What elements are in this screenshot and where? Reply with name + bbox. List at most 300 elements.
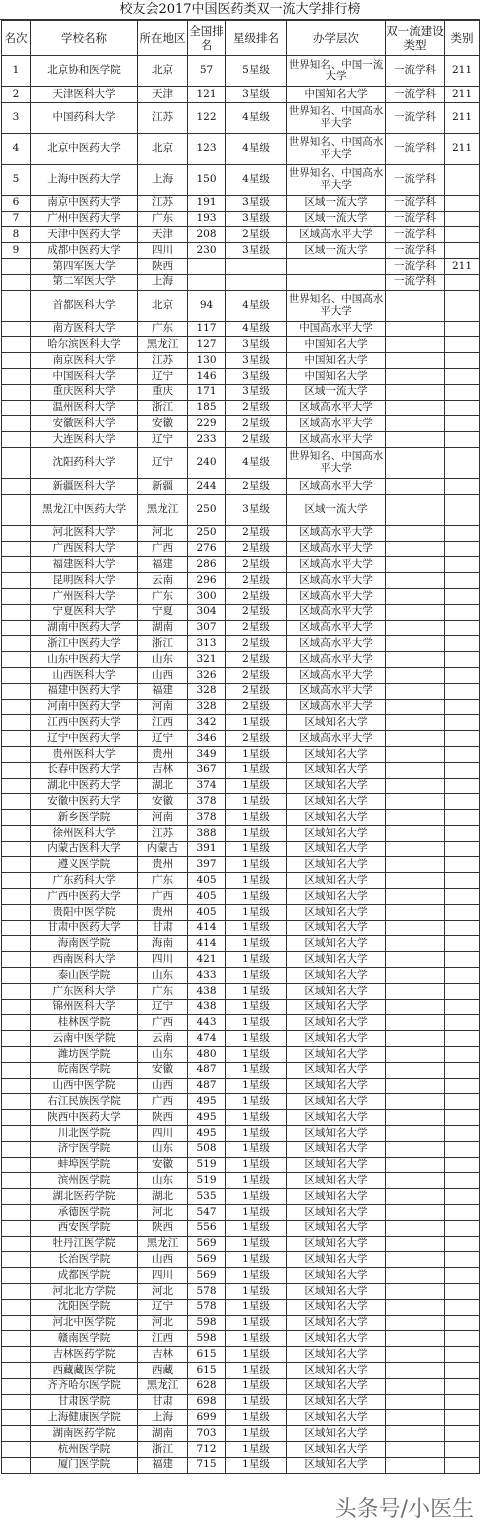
double-first-class-cell [386,1126,445,1142]
rank-cell [2,525,31,541]
school-name-cell: 河北中医学院 [31,1315,138,1331]
star-rank-cell: 4星级 [226,447,287,478]
star-rank-cell: 1星级 [226,936,287,952]
region-cell: 河南 [138,699,188,715]
star-rank-cell: 1星级 [226,1173,287,1189]
category-cell [445,683,480,699]
school-name-cell: 甘肃中医药大学 [31,920,138,936]
star-rank-cell: 1星级 [226,1394,287,1410]
school-name-cell: 黑龙江中医药大学 [31,494,138,525]
region-cell: 辽宁 [138,1299,188,1315]
rank-cell [2,1347,31,1363]
school-level-cell: 区域知名大学 [287,1362,386,1378]
school-level-cell: 区域知名大学 [287,1410,386,1426]
double-first-class-cell [386,1205,445,1221]
school-level-cell: 区域知名大学 [287,746,386,762]
table-row [2,87,480,103]
category-cell [445,652,480,668]
rank-cell [2,447,31,478]
double-first-class-cell [386,432,445,448]
school-name-cell: 浙江中医药大学 [31,636,138,652]
star-rank-cell: 4星级 [226,321,287,337]
rank-cell [2,636,31,652]
national-rank-cell: 438 [188,983,226,999]
school-name-cell: 牡丹江医学院 [31,1236,138,1252]
double-first-class-cell: 一流学科 [386,227,445,243]
school-level-cell: 区域知名大学 [287,1220,386,1236]
school-name-cell: 川北医学院 [31,1126,138,1142]
region-cell: 福建 [138,1457,188,1473]
table-row [2,667,480,683]
category-cell: 211 [445,87,480,103]
rank-cell [2,1315,31,1331]
rank-cell [2,1236,31,1252]
rank-cell [2,557,31,573]
double-first-class-cell [386,1047,445,1063]
rank-cell [2,1094,31,1110]
region-cell: 广西 [138,541,188,557]
region-cell: 湖北 [138,1189,188,1205]
table-row [2,321,480,337]
region-cell: 安徽 [138,794,188,810]
rank-cell [2,731,31,747]
school-name-cell: 陕西中医药大学 [31,1110,138,1126]
category-cell [445,400,480,416]
double-first-class-cell [386,1157,445,1173]
school-name-cell: 桂林医学院 [31,1015,138,1031]
national-rank-cell: 480 [188,1047,226,1063]
rank-cell [2,1378,31,1394]
region-cell: 上海 [138,274,188,290]
rank-cell: 2 [2,87,31,103]
school-level-cell: 区域一流大学 [287,384,386,400]
school-level-cell: 区域知名大学 [287,857,386,873]
school-level-cell: 区域高水平大学 [287,667,386,683]
school-name-cell: 海南医学院 [31,936,138,952]
double-first-class-cell [386,1110,445,1126]
double-first-class-cell [386,384,445,400]
category-cell [445,1031,480,1047]
school-level-cell: 区域高水平大学 [287,557,386,573]
star-rank-cell: 3星级 [226,337,287,353]
star-rank-cell: 1星级 [226,1094,287,1110]
rank-cell [2,1299,31,1315]
region-cell: 安徽 [138,1062,188,1078]
category-cell [445,1126,480,1142]
table-row [2,1062,480,1078]
category-cell [445,557,480,573]
school-name-cell: 吉林医药学院 [31,1347,138,1363]
national-rank-cell: 405 [188,889,226,905]
double-first-class-cell [386,353,445,369]
school-name-cell: 承德医学院 [31,1205,138,1221]
category-cell [445,321,480,337]
double-first-class-cell [386,604,445,620]
region-cell: 广东 [138,321,188,337]
category-cell [445,857,480,873]
national-rank-cell: 556 [188,1220,226,1236]
region-cell: 新疆 [138,478,188,494]
school-level-cell: 区域知名大学 [287,1331,386,1347]
double-first-class-cell: 一流学科 [386,274,445,290]
national-rank-cell: 598 [188,1331,226,1347]
national-rank-cell: 150 [188,164,226,195]
table-row [2,620,480,636]
table-row [2,1426,480,1442]
national-rank-cell: 346 [188,731,226,747]
national-rank-cell: 123 [188,133,226,164]
national-rank-cell: 193 [188,211,226,227]
table-row [2,368,480,384]
national-rank-cell: 191 [188,195,226,211]
double-first-class-cell [386,573,445,589]
star-rank-cell: 2星级 [226,573,287,589]
national-rank-cell: 438 [188,999,226,1015]
region-cell: 湖南 [138,620,188,636]
region-cell: 江苏 [138,195,188,211]
table-row [2,857,480,873]
double-first-class-cell [386,541,445,557]
star-rank-cell: 1星级 [226,1078,287,1094]
national-rank-cell: 121 [188,87,226,103]
star-rank-cell: 3星级 [226,368,287,384]
national-rank-cell: 349 [188,746,226,762]
national-rank-cell: 286 [188,557,226,573]
star-rank-cell: 1星级 [226,1347,287,1363]
category-cell [445,794,480,810]
table-row [2,1284,480,1300]
school-name-cell: 右江民族医学院 [31,1094,138,1110]
rank-cell [2,683,31,699]
school-level-cell: 区域一流大学 [287,195,386,211]
rank-cell: 7 [2,211,31,227]
category-cell [445,573,480,589]
national-rank-cell: 296 [188,573,226,589]
region-cell: 陕西 [138,258,188,274]
double-first-class-cell [386,794,445,810]
national-rank-cell: 405 [188,904,226,920]
double-first-class-cell: 一流学科 [386,164,445,195]
rank-cell [2,873,31,889]
school-level-cell: 区域知名大学 [287,1173,386,1189]
national-rank-cell: 328 [188,683,226,699]
category-cell [445,1410,480,1426]
double-first-class-cell [386,746,445,762]
school-level-cell: 区域高水平大学 [287,416,386,432]
category-cell [445,195,480,211]
table-row [2,588,480,604]
double-first-class-cell [386,1378,445,1394]
school-level-cell: 区域高水平大学 [287,432,386,448]
star-rank-cell: 1星级 [226,857,287,873]
double-first-class-cell [386,620,445,636]
region-cell: 山东 [138,652,188,668]
star-rank-cell: 4星级 [226,164,287,195]
star-rank-cell: 3星级 [226,211,287,227]
school-name-cell: 河北北方学院 [31,1284,138,1300]
category-cell [445,211,480,227]
table-row [2,652,480,668]
rank-cell [2,810,31,826]
star-rank-cell: 2星级 [226,478,287,494]
school-name-cell: 温州医科大学 [31,400,138,416]
national-rank-cell: 342 [188,715,226,731]
school-name-cell: 北京协和医学院 [31,56,138,87]
category-cell [445,904,480,920]
ranking-table [1,20,480,1474]
region-cell: 福建 [138,683,188,699]
rank-cell [2,652,31,668]
double-first-class-cell [386,889,445,905]
category-cell [445,494,480,525]
star-rank-cell: 2星级 [226,525,287,541]
school-level-cell: 世界知名、中国高水平大学 [287,164,386,195]
national-rank-cell: 495 [188,1094,226,1110]
table-row [2,56,480,87]
rank-cell [2,1047,31,1063]
table-row [2,227,480,243]
region-cell: 山东 [138,1173,188,1189]
rank-cell [2,715,31,731]
category-cell [445,1347,480,1363]
school-level-cell: 区域知名大学 [287,1252,386,1268]
school-name-cell: 福建中医药大学 [31,683,138,699]
school-name-cell: 内蒙古医科大学 [31,841,138,857]
double-first-class-cell [386,588,445,604]
star-rank-cell: 1星级 [226,983,287,999]
school-level-cell: 区域知名大学 [287,825,386,841]
category-cell [445,1189,480,1205]
region-cell: 浙江 [138,636,188,652]
double-first-class-cell [386,715,445,731]
table-row [2,746,480,762]
school-name-cell: 齐齐哈尔医学院 [31,1378,138,1394]
rank-cell [2,1284,31,1300]
region-cell: 吉林 [138,762,188,778]
school-name-cell: 湖南中医药大学 [31,620,138,636]
rank-cell [2,1031,31,1047]
rank-cell [2,337,31,353]
header-school-level: 办学层次 [287,21,386,56]
national-rank-cell: 117 [188,321,226,337]
double-first-class-cell: 一流学科 [386,258,445,274]
region-cell: 陕西 [138,1220,188,1236]
category-cell [445,588,480,604]
school-name-cell: 滨州医学院 [31,1173,138,1189]
school-name-cell: 安徽中医药大学 [31,794,138,810]
region-cell: 贵州 [138,746,188,762]
table-row [2,904,480,920]
school-name-cell: 锦州医科大学 [31,999,138,1015]
rank-cell [2,258,31,274]
table-row [2,1015,480,1031]
region-cell: 甘肃 [138,920,188,936]
national-rank-cell: 715 [188,1457,226,1473]
star-rank-cell: 3星级 [226,243,287,259]
region-cell: 陕西 [138,1110,188,1126]
double-first-class-cell [386,1394,445,1410]
category-cell [445,936,480,952]
national-rank-cell: 519 [188,1173,226,1189]
school-level-cell [287,274,386,290]
table-row [2,1047,480,1063]
table-row [2,1078,480,1094]
school-name-cell: 新乡医学院 [31,810,138,826]
double-first-class-cell [386,290,445,321]
header-school-name: 学校名称 [31,21,138,56]
double-first-class-cell [386,762,445,778]
region-cell: 辽宁 [138,447,188,478]
national-rank-cell: 146 [188,368,226,384]
school-name-cell: 新疆医科大学 [31,478,138,494]
table-row [2,1173,480,1189]
national-rank-cell: 443 [188,1015,226,1031]
national-rank-cell: 699 [188,1410,226,1426]
table-row [2,1094,480,1110]
school-level-cell: 区域知名大学 [287,904,386,920]
category-cell [445,525,480,541]
national-rank-cell: 307 [188,620,226,636]
rank-cell [2,762,31,778]
national-rank-cell: 374 [188,778,226,794]
school-level-cell: 区域知名大学 [287,1078,386,1094]
school-name-cell: 重庆医科大学 [31,384,138,400]
region-cell: 上海 [138,164,188,195]
star-rank-cell: 1星级 [226,1189,287,1205]
table-row [2,1031,480,1047]
table-row [2,794,480,810]
rank-cell: 4 [2,133,31,164]
rank-cell [2,573,31,589]
national-rank-cell: 703 [188,1426,226,1442]
school-level-cell: 区域高水平大学 [287,573,386,589]
school-level-cell: 区域高水平大学 [287,699,386,715]
table-row [2,1315,480,1331]
double-first-class-cell [386,936,445,952]
header-row [2,21,480,56]
category-cell [445,1220,480,1236]
table-row [2,195,480,211]
region-cell: 黑龙江 [138,337,188,353]
table-row [2,1410,480,1426]
double-first-class-cell [386,1299,445,1315]
school-level-cell: 中国知名大学 [287,87,386,103]
national-rank-cell: 397 [188,857,226,873]
star-rank-cell: 3星级 [226,195,287,211]
school-level-cell: 区域高水平大学 [287,636,386,652]
national-rank-cell: 628 [188,1378,226,1394]
rank-cell [2,825,31,841]
star-rank-cell: 1星级 [226,1441,287,1457]
school-level-cell: 区域知名大学 [287,920,386,936]
rank-cell [2,1268,31,1284]
region-cell: 辽宁 [138,368,188,384]
school-name-cell: 湖南医药学院 [31,1426,138,1442]
school-name-cell: 甘肃医学院 [31,1394,138,1410]
rank-cell [2,620,31,636]
region-cell: 江苏 [138,825,188,841]
double-first-class-cell [386,841,445,857]
region-cell: 山东 [138,968,188,984]
star-rank-cell: 1星级 [226,1299,287,1315]
national-rank-cell: 244 [188,478,226,494]
region-cell: 广西 [138,889,188,905]
school-name-cell: 广东药科大学 [31,873,138,889]
region-cell: 内蒙古 [138,841,188,857]
star-rank-cell: 1星级 [226,1252,287,1268]
school-level-cell: 区域高水平大学 [287,525,386,541]
category-cell [445,1015,480,1031]
school-level-cell: 世界知名、中国高水平大学 [287,102,386,133]
category-cell [445,227,480,243]
table-row [2,1126,480,1142]
table-row [2,636,480,652]
double-first-class-cell [386,1015,445,1031]
table-row [2,683,480,699]
rank-cell [2,746,31,762]
national-rank-cell: 433 [188,968,226,984]
double-first-class-cell [386,920,445,936]
table-body [2,56,480,1474]
category-cell [445,636,480,652]
double-first-class-cell [386,1315,445,1331]
school-level-cell: 区域知名大学 [287,1094,386,1110]
category-cell [445,1062,480,1078]
national-rank-cell: 240 [188,447,226,478]
school-name-cell: 广西中医药大学 [31,889,138,905]
star-rank-cell: 2星级 [226,620,287,636]
school-level-cell: 区域知名大学 [287,1157,386,1173]
rank-cell [2,904,31,920]
school-name-cell: 第二军医大学 [31,274,138,290]
national-rank-cell: 615 [188,1362,226,1378]
double-first-class-cell [386,478,445,494]
school-level-cell: 区域知名大学 [287,873,386,889]
region-cell: 湖北 [138,778,188,794]
double-first-class-cell [386,525,445,541]
star-rank-cell: 1星级 [226,715,287,731]
star-rank-cell: 1星级 [226,999,287,1015]
category-cell [445,1394,480,1410]
school-name-cell: 广州中医药大学 [31,211,138,227]
national-rank-cell: 367 [188,762,226,778]
double-first-class-cell [386,1141,445,1157]
region-cell: 西藏 [138,1362,188,1378]
school-name-cell: 天津中医药大学 [31,227,138,243]
table-row [2,1110,480,1126]
star-rank-cell: 1星级 [226,952,287,968]
school-name-cell: 厦门医学院 [31,1457,138,1473]
star-rank-cell: 1星级 [226,1141,287,1157]
star-rank-cell: 2星级 [226,588,287,604]
table-row [2,1157,480,1173]
region-cell: 福建 [138,557,188,573]
school-level-cell: 区域知名大学 [287,1441,386,1457]
school-name-cell: 湖北中医药大学 [31,778,138,794]
rank-cell [2,416,31,432]
star-rank-cell: 1星级 [226,1047,287,1063]
table-row [2,1331,480,1347]
national-rank-cell: 405 [188,873,226,889]
school-name-cell: 中国医科大学 [31,368,138,384]
table-row [2,573,480,589]
school-level-cell: 区域知名大学 [287,1236,386,1252]
category-cell [445,952,480,968]
school-level-cell: 区域高水平大学 [287,588,386,604]
school-level-cell: 区域高水平大学 [287,541,386,557]
double-first-class-cell [386,952,445,968]
school-name-cell: 河南中医药大学 [31,699,138,715]
